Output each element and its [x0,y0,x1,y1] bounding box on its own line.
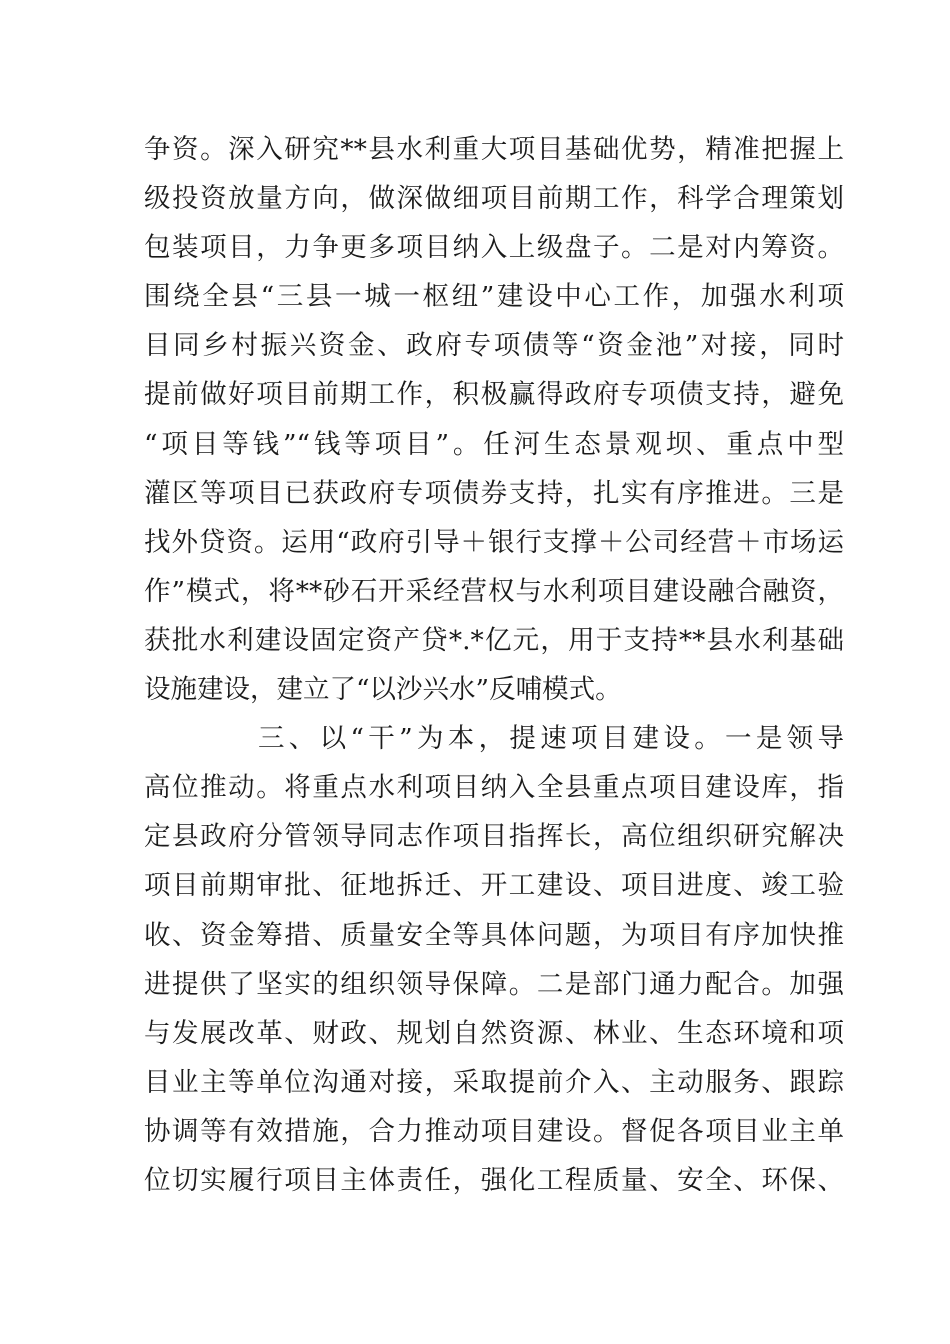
text-line: 级投资放量方向，做深做细项目前期工作，科学合理策划 [144,183,844,215]
paragraph-funding-continued [144,125,844,714]
text-line: 围绕全县“三县一城一枢纽”建设中心工作，加强水利项 [144,281,844,313]
text-line: 定县政府分管领导同志作项目指挥长，高位组织研究解决 [144,821,844,853]
text-line: 协调等有效措施，合力推动项目建设。督促各项目业主单 [144,1115,844,1147]
text-line: 获批水利建设固定资产贷*.*亿元，用于支持**县水利基础 [144,624,844,656]
text-line: 灌区等项目已获政府专项债券支持，扎实有序推进。三是 [144,477,844,509]
text-line: 项目前期审批、征地拆迁、开工建设、项目进度、竣工验 [144,870,844,902]
text-line: 收、资金筹措、质量安全等具体问题，为项目有序加快推 [144,919,844,951]
text-line: 包装项目，力争更多项目纳入上级盘子。二是对内筹资。 [144,232,844,264]
text-line: 进提供了坚实的组织领导保障。二是部门通力配合。加强 [144,968,844,1000]
text-line: 找外贷资。运用“政府引导＋银行支撑＋公司经营＋市场运 [144,526,844,558]
body-text [144,125,844,1205]
text-line: 作”模式，将**砂石开采经营权与水利项目建设融合融资， [144,575,844,607]
section-heading-line: 三、以“干”为本，提速项目建设。一是领导 [258,723,844,755]
text-line: “项目等钱”“钱等项目”。任河生态景观坝、重点中型 [144,428,844,460]
text-line: 目业主等单位沟通对接，采取提前介入、主动服务、跟踪 [144,1066,844,1098]
text-line: 目同乡村振兴资金、政府专项债等“资金池”对接，同时 [144,330,844,362]
text-line: 提前做好项目前期工作，积极赢得政府专项债支持，避免 [144,379,844,411]
text-line: 争资。深入研究**县水利重大项目基础优势，精准把握上 [144,134,844,165]
text-line: 位切实履行项目主体责任，强化工程质量、安全、环保、 [144,1164,844,1196]
text-line: 高位推动。将重点水利项目纳入全县重点项目建设库，指 [144,772,844,804]
paragraph-section-three [144,714,844,1205]
text-line: 与发展改革、财政、规划自然资源、林业、生态环境和项 [144,1017,844,1049]
text-line: 设施建设，建立了“以沙兴水”反哺模式。 [144,674,622,706]
